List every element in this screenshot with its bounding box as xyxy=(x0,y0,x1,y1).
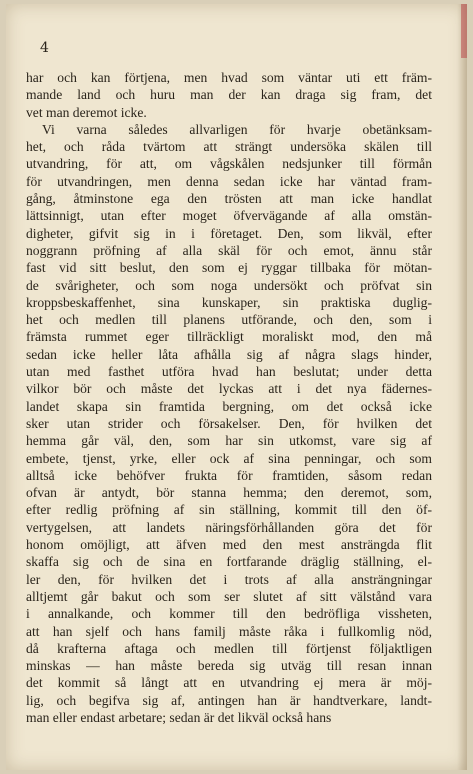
page-number: 4 xyxy=(40,40,49,56)
body-text xyxy=(26,69,432,726)
text-line: efter redlig pröfning af sin ställning, kommit till den öf- xyxy=(26,502,432,518)
text-line: digheter, gifvit sig in i företaget. Den, som likväl, efter xyxy=(26,225,432,241)
text-line: vilkor bör och måste det lyckas att i det nya fädernes- xyxy=(26,381,432,397)
text-line: utvandring, för att, om vågskålen nedsjunker till förmån xyxy=(26,156,432,172)
text-line: hemma går väl, den, som har sin utkomst, vare sig af xyxy=(26,433,432,449)
text-line: mande land och huru man der kan draga sig fram, det xyxy=(26,87,432,103)
text-line: ofvan är antydt, bör stanna hemma; den deremot, som, xyxy=(26,485,432,501)
text-line: het och medlen till planens utförande, och den, som i xyxy=(26,312,432,328)
text-line: sker utan strider och försakelser. Den, för hvilken det xyxy=(26,415,432,431)
text-line: alltjemt går bakut och som ser slutet af sitt välstånd vara xyxy=(26,588,432,604)
text-line: embete, tjenst, yrke, eller ock af sina penningar, och som xyxy=(26,450,432,466)
text-line: det kommit så långt att en utvandring ej mera är möj- xyxy=(26,675,432,691)
text-line: främsta rummet eger tillräckligt moraliskt mod, den må xyxy=(26,329,432,345)
text-line: lättsinnigt, utan efter moget öfvervägande af alla omstän- xyxy=(26,208,432,224)
text-line: utan med fasthet utföra hvad han beslutat; under detta xyxy=(26,364,432,380)
text-line: ler den, för hvilken det i trots af alla ansträngningar xyxy=(26,571,432,587)
text-line: noggrann pröfning af alla skäl för och emot, ännu står xyxy=(26,242,432,258)
page-edge-mark xyxy=(461,4,467,58)
text-line: har och kan förtjena, men hvad som väntar uti ett främ- xyxy=(26,70,432,85)
text-line: Vi varna således allvarligen för hvarje obetänksam- xyxy=(42,121,432,137)
page-edge-shadow xyxy=(457,4,467,770)
text-line: för utvandringen, men denna sedan icke har väntad fram- xyxy=(26,173,432,189)
text-line: i annalkande, och kommer till den bedröfliga vissheten, xyxy=(26,606,432,622)
text-line: vet man deremot icke. xyxy=(26,104,147,120)
text-line: landet skapa sin framtida bergning, om det också icke xyxy=(26,398,432,414)
book-page xyxy=(6,4,467,770)
text-line: att han sjelf och hans familj måste råka i fullkomlig nöd, xyxy=(26,623,432,639)
text-line: vertygelsen, att landets näringsförhållanden göra det för xyxy=(26,519,432,535)
text-line: minskas — han måste bereda sig utväg till resan innan xyxy=(26,658,432,674)
text-line: man eller endast arbetare; sedan är det likväl också hans xyxy=(26,709,332,725)
text-line: honom omöjligt, att äfven med den mest ansträngda flit xyxy=(26,537,432,553)
text-line: het, och råda tvärtom att strängt undersöka skälen till xyxy=(26,139,432,155)
text-line: lig, och begifva sig af, antingen han är handtverkare, landt- xyxy=(26,692,432,708)
text-line: de svårigheter, och som noga undersökt och pröfvat sin xyxy=(26,277,432,293)
text-line: kroppsbeskaffenhet, sina kunskaper, sin praktiska duglig- xyxy=(26,294,432,310)
text-line: skaffa sig och de sina en fortfarande dräglig ställning, el- xyxy=(26,554,432,570)
text-line: sedan icke heller låta afhålla sig af några slags hinder, xyxy=(26,346,432,362)
text-line: alltså icke behöfver frukta för framtiden, såsom redan xyxy=(26,467,432,483)
text-line: då krafterna aftaga och medlen till förtjenst följaktligen xyxy=(26,640,432,656)
text-line: fast vid sitt beslut, den som ej ryggar tillbaka för mötan- xyxy=(26,260,432,276)
text-line: gång, åtminstone ega den trösten att man icke handlat xyxy=(26,191,432,207)
